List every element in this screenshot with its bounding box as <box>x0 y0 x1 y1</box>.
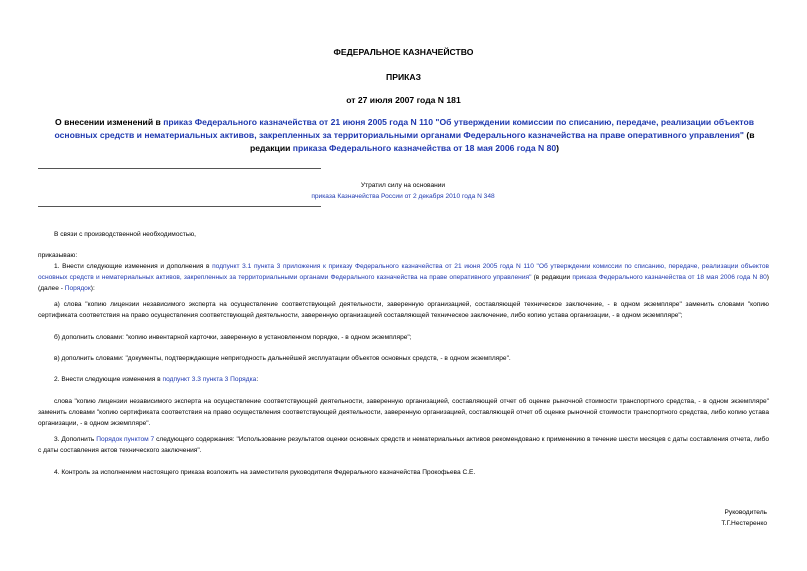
paragraph-2-link[interactable]: подпункт 3.3 пункта 3 Порядка <box>162 376 257 383</box>
paragraph-2-text-a: 2. Внести следующие изменения в <box>54 376 163 383</box>
signature-name: Т.Г.Нестеренко <box>721 520 767 527</box>
paragraph-3-link[interactable]: Порядок пунктом 7 <box>96 436 155 443</box>
intro-paragraph: В связи с производственной необходимостью, <box>54 231 197 238</box>
order-word: приказываю: <box>38 252 78 259</box>
divider-bottom <box>38 206 321 207</box>
org-name: ФЕДЕРАЛЬНОЕ КАЗНАЧЕЙСТВО <box>333 47 474 57</box>
divider-top <box>38 168 321 169</box>
title-link-order-110[interactable]: приказ Федерального казначейства от 21 июня 2005 года N 110 "Об утверждении комиссии по списанию, передаче, реализации объектов основных средств и нематериальных активов, закрепленных за территориальными органами Федерального казначейства на праве оперативного управления" <box>54 117 754 140</box>
paragraph-3-text-b: следующего содержания: "Использование результатов оценки основных средств и нематериальных активов рекомендовано к применению в течение шести месяцев с даты составления отчета, либо с даты составления актов технического заключения". <box>38 436 769 454</box>
title-text-3: ) <box>556 143 560 153</box>
paragraph-4: 4. Контроль за исполнением настоящего приказа возложить на заместителя руководителя Федерального казначейства Прокофьева С.Е. <box>54 469 476 476</box>
paragraph-1-link-poryadok[interactable]: Порядок <box>64 285 91 292</box>
paragraph-1-text-c: ) (далее - <box>38 274 769 292</box>
signature-block <box>721 507 767 529</box>
status-note <box>250 180 556 202</box>
paragraph-2 <box>38 374 769 385</box>
paragraph-1-text-b: (в редакции <box>531 274 573 281</box>
paragraph-1-link-subpoint[interactable]: подпункт 3.1 пункта 3 приложения к приказу Федерального казначейства от 21 июня 2005 года N 110 "Об утверждении комиссии по списанию, передаче, реализации объектов основных средств и нематериальных активов, закрепленных за территориальными органами Федерального казначейства на праве оперативного управления" <box>38 263 769 281</box>
signature-role: Руководитель <box>724 509 767 516</box>
paragraph-3 <box>38 434 769 456</box>
doc-type: ПРИКАЗ <box>386 72 421 82</box>
status-note-link[interactable]: приказа Казначейства России от 2 декабря 2010 года N 348 <box>311 193 495 200</box>
title-text-2: (в редакции <box>249 130 755 153</box>
paragraph-a: а) слова "копию лицензии независимого эксперта на осуществление соответствующей деятельности, заверенную организацией, составляющей техническое заключение, - в одном экземпляре" заменить словами "копию сертификата соответствия на право осуществления соответствующей деятельности, заверенную организацией составляющей техническое заключение, либо копию устава организации, - в одном экземпляре"; <box>38 301 769 319</box>
status-note-line: Утратил силу на основании <box>360 182 446 189</box>
paragraph-2-text: слова "копию лицензии независимого эксперта на осуществление соответствующей деятельности, заверенную организацией, составляющей отчет об оценке рыночной стоимости транспортного средства, - в одном экземпляре" заменить словами "копию сертификата соответствия на право осуществления соответствующей деятельности, заверенную организацией, составляющей отчет об оценке рыночной стоимости транспортного средства, либо копию устава организации, - в одном экземпляре". <box>38 398 769 427</box>
paragraph-v: в) дополнить словами: "документы, подтверждающие непригодность дальнейшей эксплуатации объектов основных средств, - в одном экземпляре". <box>54 355 511 362</box>
paragraph-2-text-b: : <box>256 376 259 383</box>
paragraph-1-text-a: 1. Внести следующие изменения и дополнения в <box>54 263 213 270</box>
paragraph-1-link-order-80[interactable]: приказа Федерального казначейства от 18 мая 2006 года N 80 <box>572 274 767 281</box>
paragraph-b: б) дополнить словами: "копию инвентарной карточки, заверенную в установленном порядке, - в одном экземпляре"; <box>54 334 412 341</box>
paragraph-1-text-d: ): <box>90 285 95 292</box>
paragraph-1 <box>38 261 769 294</box>
doc-title <box>38 116 771 155</box>
doc-date-number: от 27 июля 2007 года N 181 <box>346 95 461 105</box>
title-text-1: О внесении изменений в <box>55 117 164 127</box>
title-link-order-80[interactable]: приказа Федерального казначейства от 18 мая 2006 года N 80 <box>292 143 557 153</box>
paragraph-3-text-a: 3. Дополнить <box>54 436 97 443</box>
